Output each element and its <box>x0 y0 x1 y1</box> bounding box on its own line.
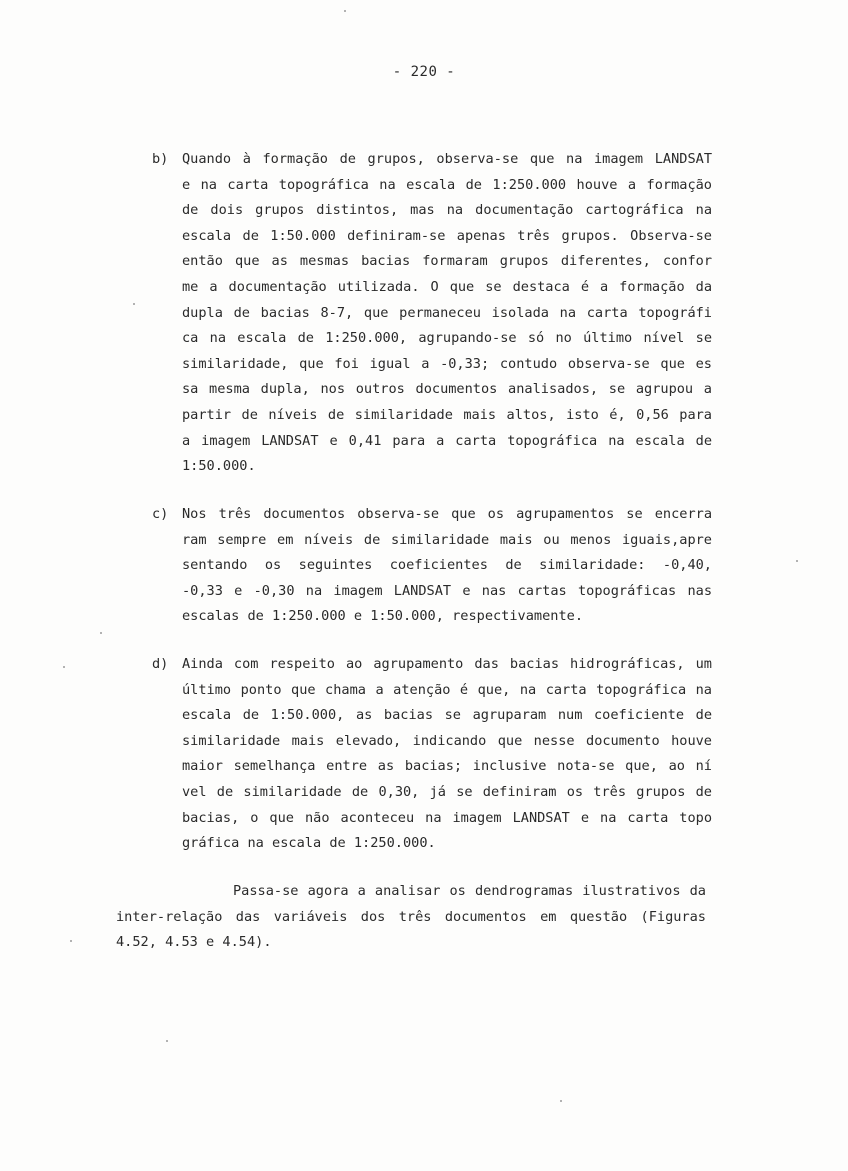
scan-speck <box>63 666 65 668</box>
item-text <box>182 147 712 480</box>
scan-speck <box>796 560 798 562</box>
text-line: Quando à formação de grupos, observa-se que na imagem LANDSAT <box>182 151 712 167</box>
text-line: Nos três documentos observa-se que os agrupamentos se encerra <box>182 506 712 522</box>
page-number: - 220 - <box>392 64 456 80</box>
text-line: ram sempre em níveis de similaridade mais ou menos iguais,apre <box>182 531 712 548</box>
text-line: escala de 1:50.000 definiram-se apenas três grupos. Observa-se <box>182 227 712 244</box>
list-item-d <box>152 652 712 857</box>
scan-speck <box>100 632 102 634</box>
list-item-b <box>152 147 712 480</box>
scan-speck <box>133 303 135 305</box>
scan-speck <box>70 940 72 942</box>
text-line: partir de níveis de similaridade mais altos, isto é, 0,56 para <box>182 406 712 423</box>
text-line: gráfica na escala de 1:250.000. <box>182 835 436 852</box>
item-marker: c) <box>152 506 169 522</box>
text-line: 1:50.000. <box>182 458 256 475</box>
text-line: sa mesma dupla, nos outros documentos analisados, se agrupou a <box>182 381 712 398</box>
item-marker: d) <box>152 656 169 672</box>
text-line: sentando os seguintes coeficientes de similaridade: -0,40, <box>182 557 712 574</box>
text-line: e na carta topográfica na escala de 1:250.000 houve a formação <box>182 176 712 193</box>
closing-paragraph <box>116 879 706 956</box>
text-line: -0,33 e -0,30 na imagem LANDSAT e nas cartas topográficas nas <box>182 582 712 599</box>
scan-speck <box>344 10 346 12</box>
text-line: Passa-se agora a analisar os dendrogramas ilustrativos da <box>233 883 706 899</box>
text-line: de dois grupos distintos, mas na documentação cartográfica na <box>182 202 712 219</box>
item-marker: b) <box>152 151 169 167</box>
text-line: último ponto que chama a atenção é que, na carta topográfica na <box>182 681 712 698</box>
text-line: similaridade mais elevado, indicando que nesse documento houve <box>182 732 712 749</box>
text-line: bacias, o que não aconteceu na imagem LANDSAT e na carta topo <box>182 809 712 826</box>
text-line: Ainda com respeito ao agrupamento das bacias hidrográficas, um <box>182 656 712 672</box>
text-line: maior semelhança entre as bacias; inclusive nota-se que, ao ní <box>182 758 712 775</box>
text-line: ca na escala de 1:250.000, agrupando-se só no último nível se <box>182 330 712 347</box>
text-line: me a documentação utilizada. O que se destaca é a formação da <box>182 278 712 295</box>
text-line: a imagem LANDSAT e 0,41 para a carta topográfica na escala de <box>182 432 712 449</box>
item-text <box>182 502 712 630</box>
text-line: então que as mesmas bacias formaram grupos diferentes, confor <box>182 253 712 270</box>
text-line: dupla de bacias 8-7, que permaneceu isolada na carta topográfi <box>182 304 712 321</box>
scan-speck <box>166 1040 168 1042</box>
list-item-c <box>152 502 712 630</box>
item-text <box>182 652 712 857</box>
text-line: vel de similaridade de 0,30, já se definiram os três grupos de <box>182 783 712 800</box>
text-line: escala de 1:50.000, as bacias se agruparam num coeficiente de <box>182 707 712 724</box>
text-line: similaridade, que foi igual a -0,33; contudo observa-se que es <box>182 355 712 372</box>
scan-speck <box>560 1100 562 1102</box>
text-line: escalas de 1:250.000 e 1:50.000, respectivamente. <box>182 608 584 625</box>
text-line: 4.52, 4.53 e 4.54). <box>116 934 272 951</box>
text-line: inter-relação das variáveis dos três documentos em questão (Figuras <box>116 908 706 925</box>
